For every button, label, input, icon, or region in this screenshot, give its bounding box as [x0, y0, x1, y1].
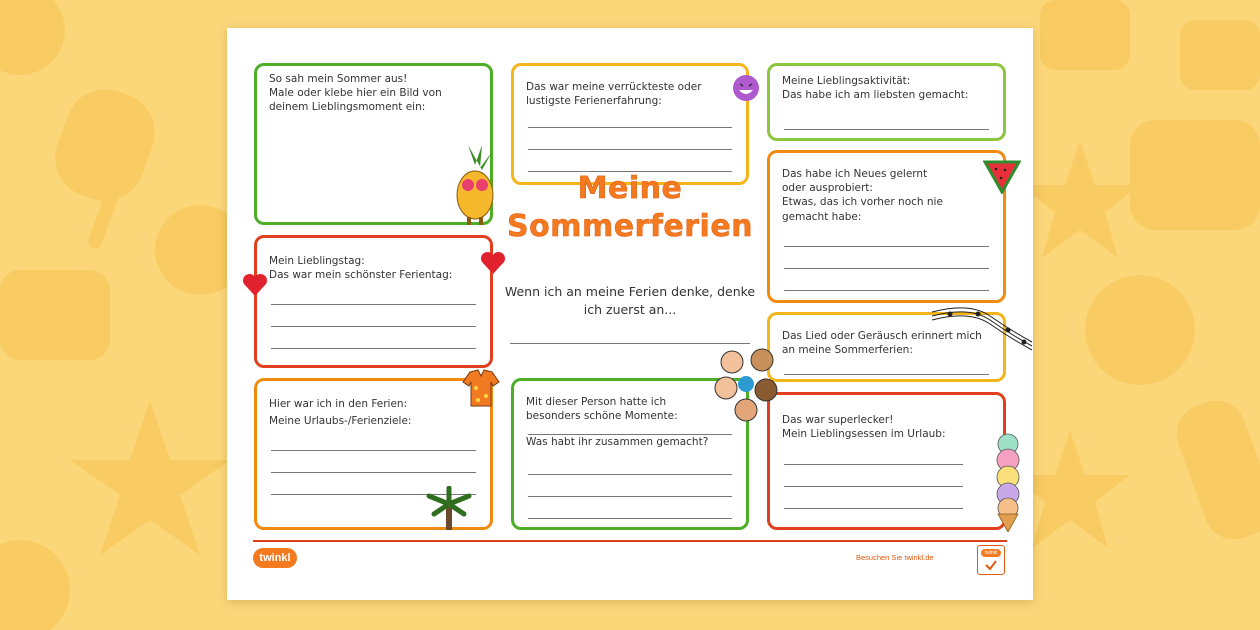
- title-line-1: Meine: [577, 171, 683, 206]
- box-song-sound-prompt: Das Lied oder Geräusch erinnert mich an meine Sommerferien:: [782, 330, 982, 357]
- box-favorite-food-heading: Das war superlecker!: [782, 414, 894, 426]
- box-learned-new-heading: Das habe ich Neues gelernt oder ausprobiert:: [782, 168, 928, 195]
- box-favorite-activity-heading: Meine Lieblingsaktivität:: [782, 75, 911, 87]
- box-favorite-day: [254, 235, 493, 368]
- writing-lines[interactable]: [528, 433, 732, 435]
- box-favorite-day-heading: Mein Lieblingstag:: [269, 255, 365, 267]
- writing-lines[interactable]: [784, 443, 963, 509]
- box-destinations-prompt: Meine Urlaubs-/Ferienziele:: [269, 415, 412, 428]
- badge-logo: twinkl: [981, 549, 1001, 557]
- box-special-person-prompt: Was habt ihr zusammen gemacht?: [526, 436, 709, 449]
- quality-badge: [977, 545, 1005, 575]
- box-favorite-food-prompt: Mein Lieblingsessen im Urlaub:: [782, 428, 946, 441]
- writing-lines[interactable]: [528, 453, 732, 519]
- writing-lines[interactable]: [271, 283, 476, 349]
- box-learned-new: [767, 150, 1006, 303]
- title-line-2: Sommerferien: [506, 208, 754, 244]
- subtitle: Wenn ich an meine Ferien denke, denke ich zuerst an...: [504, 284, 756, 318]
- heart-icon: [479, 250, 507, 276]
- checkmark-icon: [984, 559, 998, 571]
- box-favorite-day-prompt: Das war mein schönster Ferientag:: [269, 269, 453, 282]
- box-favorite-activity: [767, 63, 1006, 141]
- palm-tree-icon: [424, 486, 474, 530]
- subtitle-writing-line[interactable]: [510, 343, 750, 344]
- emoji-icon: [732, 74, 760, 102]
- box-funny-experience: [511, 63, 749, 185]
- writing-lines[interactable]: [784, 225, 989, 291]
- music-notes-icon: [930, 302, 1034, 358]
- visit-link[interactable]: Besuchen Sie twinkl.de: [856, 553, 934, 562]
- writing-lines[interactable]: [528, 106, 732, 172]
- twinkl-logo[interactable]: twinkl: [253, 548, 297, 568]
- page-title: [500, 170, 760, 245]
- watermelon-icon: [983, 158, 1021, 194]
- ice-cream-icon: [988, 432, 1028, 532]
- box-special-person-heading: Mit dieser Person hatte ich besonders schöne Momente:: [526, 396, 678, 423]
- footer-divider: [253, 540, 1007, 542]
- heart-icon: [241, 272, 269, 298]
- pineapple-icon: [440, 140, 510, 225]
- children-icon: [712, 348, 782, 424]
- box-funny-experience-prompt: Das war meine verrückteste oder lustigste Ferienerfahrung:: [526, 81, 702, 108]
- box-learned-new-prompt: Etwas, das ich vorher noch nie gemacht habe:: [782, 196, 943, 223]
- box-favorite-activity-prompt: Das habe ich am liebsten gemacht:: [782, 89, 969, 102]
- writing-lines[interactable]: [784, 108, 989, 130]
- shirt-icon: [462, 368, 500, 408]
- box-summer-picture-heading: So sah mein Sommer aus!: [269, 73, 408, 85]
- box-destinations-heading: Hier war ich in den Ferien:: [269, 398, 408, 410]
- box-favorite-food: [767, 392, 1006, 530]
- box-summer-picture-instruction: Male oder klebe hier ein Bild von deinem Lieblingsmoment ein:: [269, 87, 442, 114]
